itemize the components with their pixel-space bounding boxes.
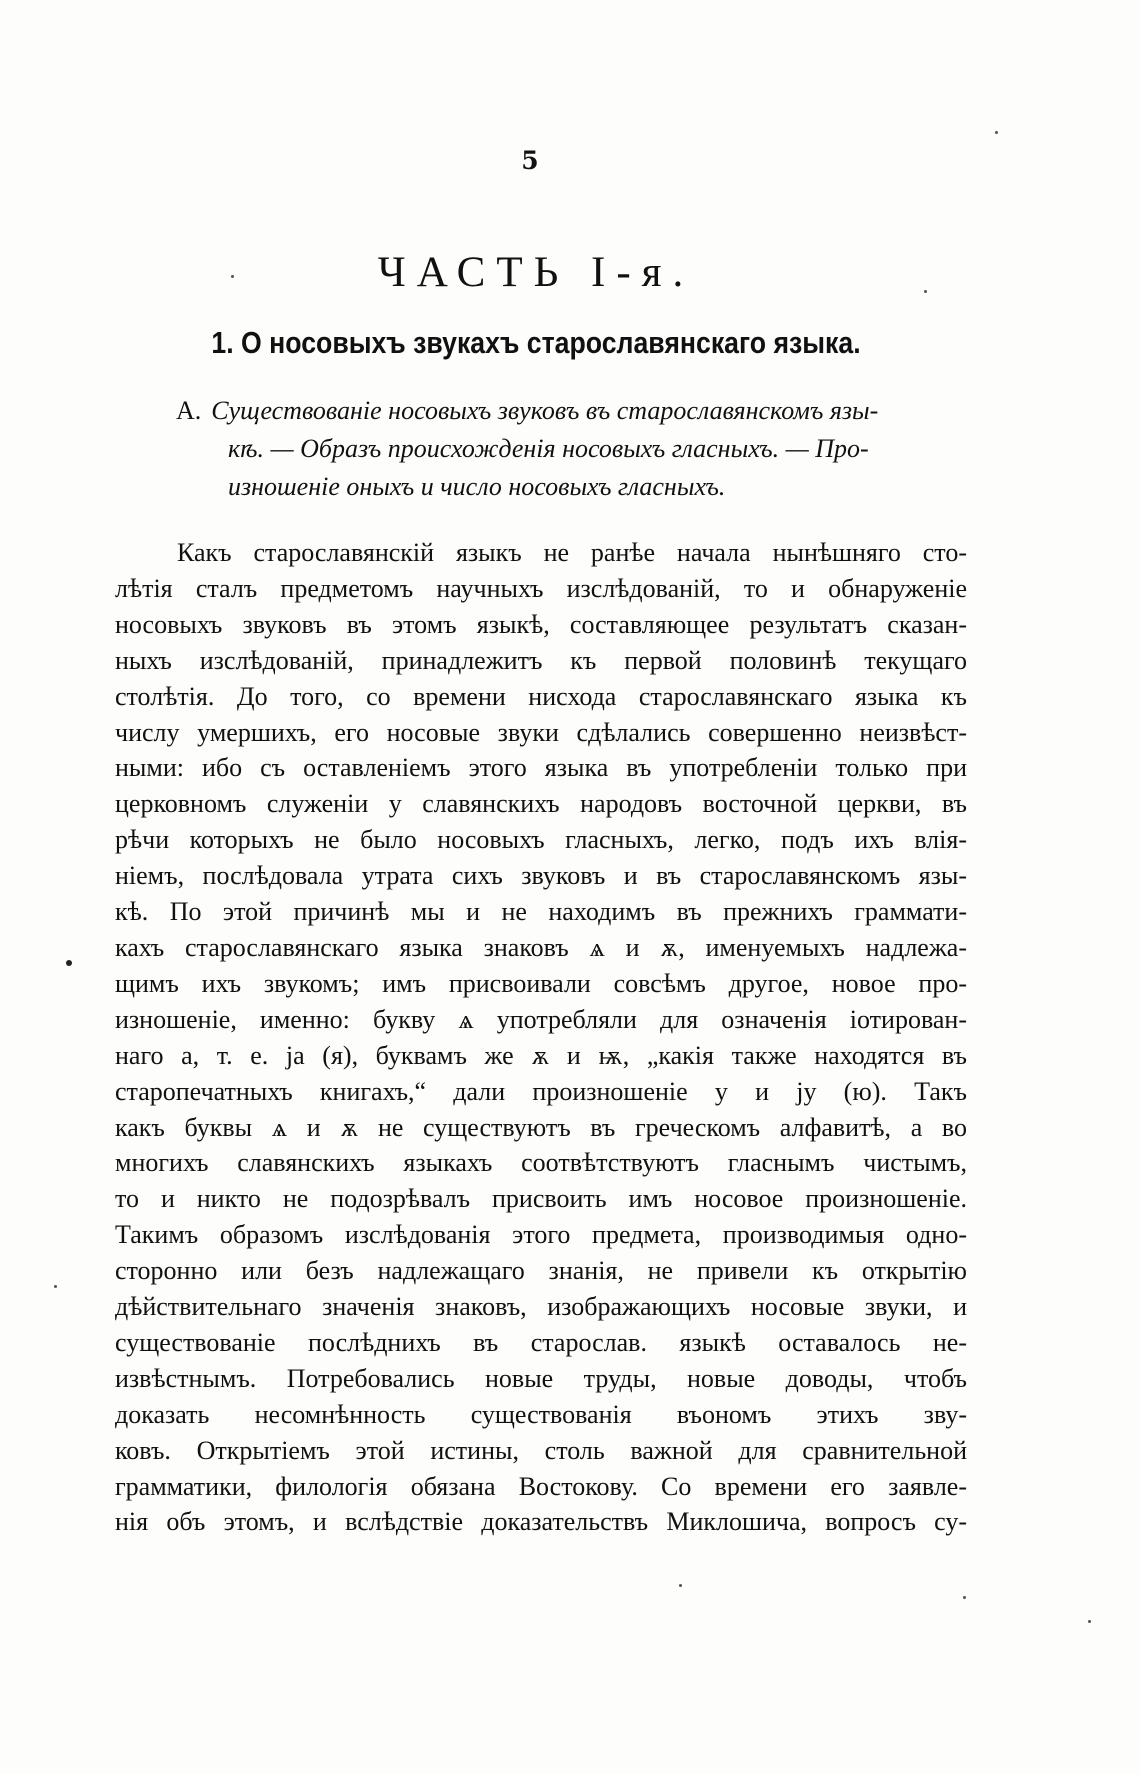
body-line: кахъ старославянскаго языка знаковъ ѧ и ѫ, именуемыхъ надлежа- — [115, 932, 967, 962]
subsection-heading — [176, 392, 966, 506]
body-line: Такимъ образомъ изслѣдованія этого предмета, производимыя одно- — [115, 1220, 967, 1250]
body-line: числу умершихъ, его носовые звуки сдѣлались совершенно неизвѣст- — [115, 717, 967, 747]
body-line: какъ буквы ѧ и ѫ не существуютъ въ греческомъ алфавитѣ, а во — [115, 1112, 967, 1142]
body-line: сторонно или безъ надлежащаго знанія, не привели къ открытію — [115, 1256, 967, 1286]
body-line: многихъ славянскихъ языкахъ соотвѣтствуютъ гласнымъ чистымъ, — [115, 1148, 967, 1178]
scan-speck — [54, 1285, 57, 1288]
body-line: извѣстнымъ. Потребовались новые труды, новые доводы, чтобъ — [115, 1363, 967, 1393]
body-line: изношеніе, именно: букву ѧ употребляли для означенія іотирован- — [115, 1004, 967, 1034]
body-line: лѣтія сталъ предметомъ научныхъ изслѣдованій, то и обнаруженіе — [115, 573, 967, 603]
scan-speck — [963, 1596, 966, 1599]
scan-speck — [231, 275, 234, 278]
body-text — [115, 535, 967, 1540]
body-line: кѣ. По этой причинѣ мы и не находимъ въ прежнихъ граммати- — [115, 897, 967, 927]
body-line: столѣтія. До того, со времени нисхода старославянскаго языка къ — [115, 681, 967, 711]
body-line: существованіе послѣднихъ въ старослав. языкѣ оставалось не- — [115, 1327, 967, 1357]
subsection-line: Существованіе носовыхъ звуковъ въ старославянскомъ язы- — [211, 396, 879, 425]
body-line: Какъ старославянскій языкъ не ранѣе начала нынѣшняго сто- — [177, 538, 967, 567]
body-line: ныхъ изслѣдованій, принадлежитъ къ первой половинѣ текущаго — [115, 645, 967, 675]
subsection-letter: А. — [176, 396, 202, 425]
body-line: доказать несомнѣнность существованія въономъ этихъ зву- — [115, 1399, 967, 1429]
part-title: ЧАСТЬ I-я. — [377, 249, 695, 296]
body-line: рѣчи которыхъ не было носовыхъ гласныхъ, легко, подъ ихъ влія- — [115, 825, 967, 855]
body-line: церковномъ служеніи у славянскихъ народовъ восточной церкви, въ — [115, 789, 967, 819]
subsection-line: кѣ. — Образъ происхожденія носовыхъ гласныхъ. — Про- — [228, 434, 869, 463]
body-line: носовыхъ звуковъ въ этомъ языкѣ, составляющее результатъ сказан- — [115, 609, 967, 639]
scan-speck — [924, 290, 927, 293]
body-line: ными: ибо съ оставленіемъ этого языка въ употребленіи только при — [115, 753, 967, 783]
subsection-line: изношеніе оныхъ и число носовыхъ гласныхъ. — [228, 472, 726, 501]
page-number: 5 — [521, 146, 539, 175]
scan-speck — [995, 131, 998, 134]
scan-speck — [66, 960, 72, 966]
body-line: наго a, т. е. ja (я), буквамъ же ѫ и ѭ, „какія также находятся въ — [115, 1040, 967, 1070]
body-line: ковъ. Открытіемъ этой истины, столь важной для сравнительной — [115, 1435, 967, 1465]
body-line: старопечатныхъ книгахъ,“ дали произношеніе y и jy (ю). Такъ — [115, 1076, 967, 1106]
scan-speck — [1088, 1620, 1091, 1623]
body-line: дѣйствительнаго значенія знаковъ, изображающихъ носовые звуки, и — [115, 1292, 967, 1322]
body-line: то и никто не подозрѣвалъ присвоить имъ носовое произношеніе. — [115, 1184, 967, 1214]
body-line: щимъ ихъ звукомъ; имъ присвоивали совсѣмъ другое, новое про- — [115, 968, 967, 998]
body-line: ніемъ, послѣдовала утрата сихъ звуковъ и въ старославянскомъ язы- — [115, 861, 967, 891]
body-line: нія объ этомъ, и вслѣдствіе доказательствъ Миклошича, вопросъ су- — [115, 1507, 967, 1537]
section-title: 1. О носовыхъ звукахъ старославянскаго языка. — [211, 325, 861, 360]
scan-speck — [679, 1584, 682, 1587]
body-line: грамматики, филологія обязана Востокову. Со времени его заявле- — [115, 1471, 967, 1501]
